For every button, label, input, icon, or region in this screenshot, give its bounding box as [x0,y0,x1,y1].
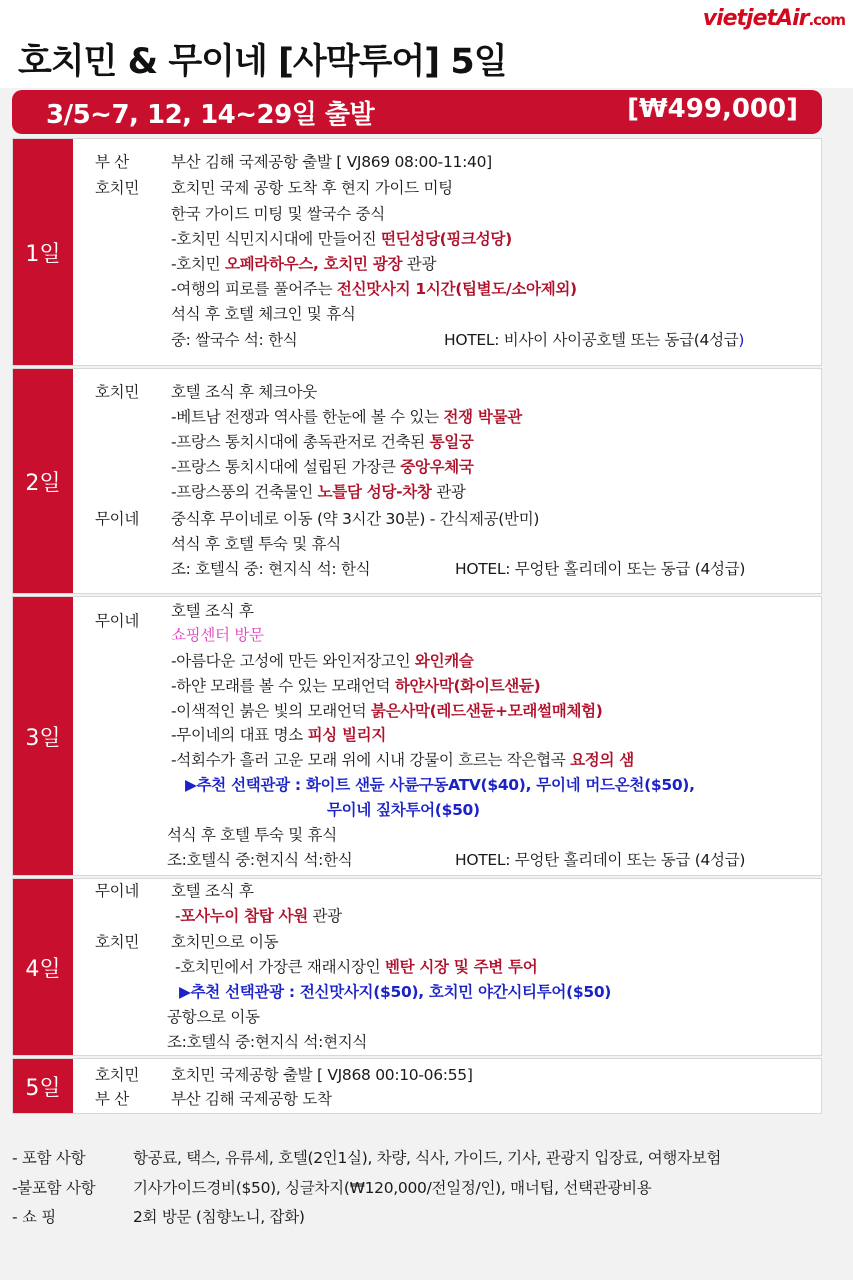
itinerary-line: -이색적인 붉은 빛의 모래언덕 붉은사막(레드샌듄+모래썰매체험) [171,702,603,720]
place-label: 무이네 [95,882,140,900]
itinerary-line: 한국 가이드 미팅 및 쌀국수 중식 [171,205,385,223]
day-label: 5일 [13,1059,73,1113]
meals-info: 중: 쌀국수 석: 한식 [171,331,298,349]
day-3-section [12,596,822,876]
itinerary-line: 호텔 조식 후 체크아웃 [171,383,317,401]
itinerary-line: -프랑스 통치시대에 총독관저로 건축된 통일궁 [171,433,474,451]
itinerary-line: 호치민으로 이동 [171,933,279,951]
itinerary-line: -베트남 전쟁과 역사를 한눈에 볼 수 있는 전쟁 박물관 [171,408,522,426]
itinerary-line: 부산 김해 국제공항 출발 [ VJ869 08:00-11:40] [171,153,492,171]
itinerary-line: -호치민 식민지시대에 만들어진 떤딘성당(핑크성당) [171,230,512,248]
meals-info: 조:호텔식 중:현지식 석:한식 [167,851,353,869]
hotel-info: HOTEL: 무엉탄 홀리데이 또는 동급 (4성급) [455,851,746,869]
itinerary-line: 중식후 무이네로 이동 (약 3시간 30분) - 간식제공(반미) [171,510,540,528]
hotel-info: HOTEL: 비사이 사이공호텔 또는 동급(4성급) [444,331,745,349]
included-items: - 포함 사항 항공료, 택스, 유류세, 호텔(2인1실), 차량, 식사, 가이드, 기사, 관광지 입장료, 여행자보험 [12,1149,722,1167]
itinerary-line: 부산 김해 국제공항 도착 [171,1090,332,1108]
meals-info: 조:호텔식 중:현지식 석:현지식 [167,1033,368,1051]
itinerary-line: -하얀 모래를 볼 수 있는 모래언덕 하얀사막(화이트샌듄) [171,677,541,695]
itinerary-line: 공항으로 이동 [167,1008,260,1026]
place-label: 무이네 [95,612,140,630]
itinerary-line: -호치민 오페라하우스, 호치민 광장 관광 [171,255,437,273]
meals-info: 조: 호텔식 중: 현지식 석: 한식 [171,560,371,578]
itinerary-line: -아름다운 고성에 만든 와인저장고인 와인캐슬 [171,652,474,670]
itinerary-line: 호텔 조식 후 [171,882,254,900]
tour-price: [₩499,000] [627,94,798,124]
day-label: 1일 [13,139,73,365]
place-label: 호치민 [95,179,140,197]
day-label: 4일 [13,879,73,1055]
day-label: 2일 [13,369,73,593]
day-4-section [12,878,822,1056]
shopping-visit: 쇼핑센터 방문 [171,626,264,644]
itinerary-line: -석회수가 흘러 고운 모래 위에 시내 강물이 흐르는 작은협곡 요정의 샘 [171,751,634,769]
place-label: 호치민 [95,383,140,401]
vietjet-air-logo: vietjetAir.com [702,6,845,31]
place-label: 호치민 [95,933,140,951]
itinerary-line: -포사누이 참탑 사원 관광 [175,907,342,925]
itinerary-line: 호치민 국제공항 출발 [ VJ868 00:10-06:55] [171,1066,473,1084]
hotel-info: HOTEL: 무엉탄 홀리데이 또는 동급 (4성급) [455,560,746,578]
optional-tour-recommendation: ▶추천 선택관광 : 화이트 샌듄 사륜구동ATV($40), 무이네 머드온천($50), [185,776,695,794]
place-label: 호치민 [95,1066,140,1084]
departure-banner [12,90,822,134]
itinerary-line: 호치민 국제 공항 도착 후 현지 가이드 미팅 [171,179,453,197]
itinerary-line: 석식 후 호텔 투숙 및 휴식 [171,535,341,553]
page-title: 호치민 & 무이네 [사막투어] 5일 [18,42,507,82]
itinerary-line: -무이네의 대표 명소 피싱 빌리지 [171,726,387,744]
optional-tour-recommendation: ▶추천 선택관광 : 전신맛사지($50), 호치민 야간시티투어($50) [179,983,612,1001]
itinerary-line: 석식 후 호텔 체크인 및 휴식 [171,305,356,323]
itinerary-line: -프랑스풍의 건축물인 노틀담 성당-차창 관광 [171,483,466,501]
place-label: 무이네 [95,510,140,528]
optional-tour-recommendation: 무이네 짚차투어($50) [327,801,480,819]
itinerary-line: -여행의 피로를 풀어주는 전신맛사지 1시간(팁별도/소아제외) [171,280,577,298]
excluded-items: -불포함 사항 기사가이드경비($50), 싱글차지(₩120,000/전일정/인), 매너팁, 선택관광비용 [12,1179,652,1197]
departure-dates: 3/5~7, 12, 14~29일 출발 [46,100,375,130]
itinerary-line: 석식 후 호텔 투숙 및 휴식 [167,826,337,844]
place-label: 부 산 [95,1090,129,1108]
itinerary-line: -프랑스 통치시대에 설립된 가장큰 중앙우체국 [171,458,474,476]
day-5-section [12,1058,822,1114]
day-2-section [12,368,822,594]
day-1-section [12,138,822,366]
day-label: 3일 [13,597,73,875]
itinerary-line: -호치민에서 가장큰 재래시장인 벤탄 시장 및 주변 투어 [175,958,538,976]
place-label: 부 산 [95,153,129,171]
shopping-info: - 쇼 핑 2회 방문 (침향노니, 잡화) [12,1208,305,1226]
itinerary-line: 호텔 조식 후 [171,602,254,620]
